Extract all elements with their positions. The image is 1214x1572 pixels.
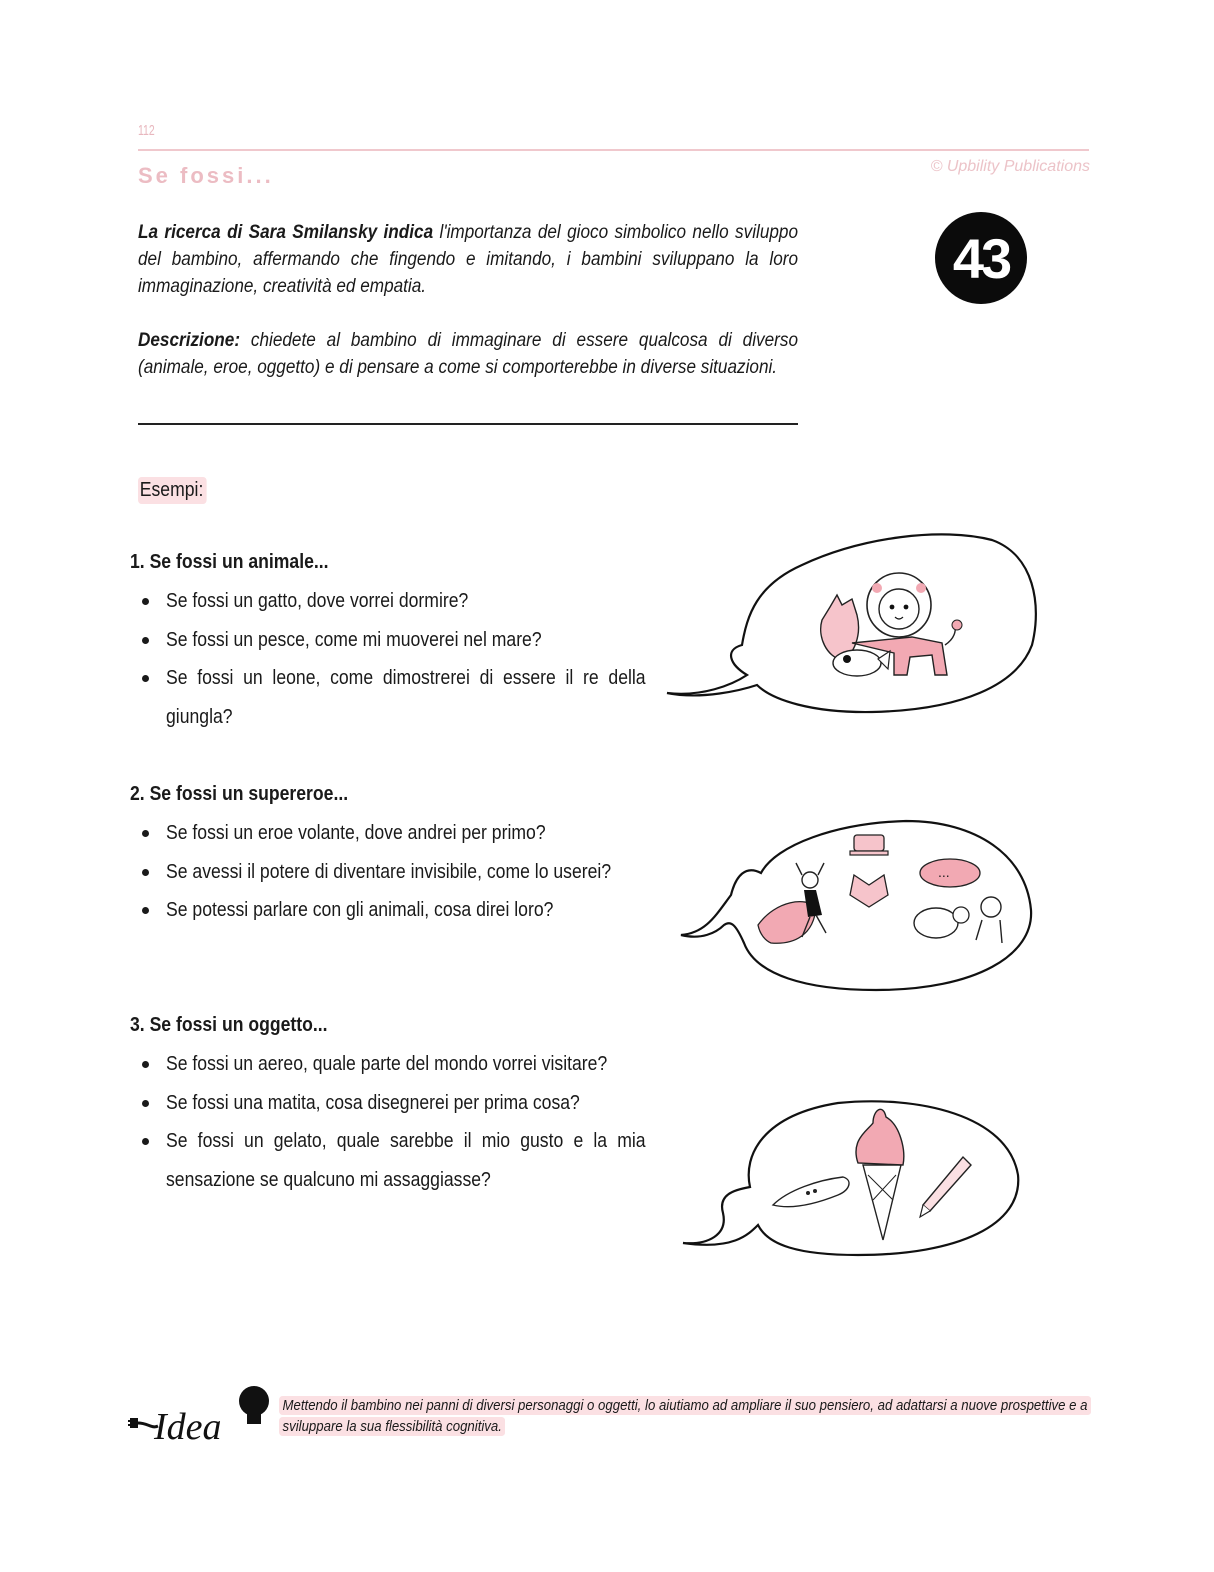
question-list	[130, 1045, 690, 1199]
copyright-notice: © Upbility Publications	[930, 158, 1090, 175]
description-paragraph	[138, 327, 798, 381]
research-body: l'importanza del gioco simbolico nello sviluppo del bambino, affermando che fingendo e imitando, i bambini sviluppano la loro immaginazione, creatività ed empatia.	[138, 221, 798, 297]
section-title: 2. Se fossi un supereroe...	[130, 783, 349, 805]
description-lead: Descrizione:	[138, 329, 241, 351]
activity-number-badge: 43	[935, 212, 1027, 304]
idea-lightbulb-logo	[128, 1384, 273, 1449]
header-rule	[138, 149, 1089, 151]
list-item: Se fossi un eroe volante, dove andrei per primo?	[130, 814, 712, 853]
list-item: Se fossi un aereo, quale parte del mondo vorrei visitare?	[130, 1045, 712, 1084]
question-list	[130, 814, 690, 930]
idea-tip-text: Mettendo il bambino nei panni di diversi personaggi o oggetti, lo aiutiamo ad ampliare il suo pensiero, ad adattarsi a nuove prospettive e a sviluppare la sua flessibilità cognitiva.	[279, 1396, 1091, 1436]
section-title: 1. Se fossi un animale...	[130, 551, 329, 573]
list-item: Se fossi una matita, cosa disegnerei per prima cosa?	[130, 1084, 712, 1123]
list-item: Se avessi il potere di diventare invisibile, come lo userei?	[130, 853, 712, 892]
section-superhero	[130, 783, 690, 930]
list-item: Se fossi un pesce, come mi muoverei nel mare?	[130, 621, 712, 660]
svg-text:...: ...	[938, 864, 950, 880]
animal-speech-bubble-illustration	[662, 525, 1042, 720]
page-title: Se fossi...	[138, 163, 274, 188]
section-animal	[130, 551, 690, 736]
description-body: chiedete al bambino di immaginare di essere qualcosa di diverso (animale, eroe, oggetto) e di pensare a come si comporterebbe in diverse situazioni.	[138, 329, 798, 378]
list-item: Se fossi un leone, come dimostrerei di essere il re della giungla?	[130, 659, 712, 736]
superhero-speech-bubble-illustration	[676, 815, 1041, 995]
list-item: Se fossi un gelato, quale sarebbe il mio gusto e la mia sensazione se qualcuno mi assaggiasse?	[130, 1122, 712, 1199]
intro-text	[138, 219, 798, 408]
page-number: 112	[138, 122, 155, 139]
intro-divider	[138, 423, 798, 425]
research-lead: La ricerca di Sara Smilansky indica	[138, 221, 434, 243]
object-speech-bubble-illustration	[678, 1095, 1028, 1260]
research-paragraph	[138, 219, 798, 300]
section-title: 3. Se fossi un oggetto...	[130, 1014, 328, 1036]
idea-logo-text: Idea	[154, 1406, 222, 1448]
question-list	[130, 582, 690, 736]
section-object	[130, 1014, 690, 1199]
list-item: Se potessi parlare con gli animali, cosa direi loro?	[130, 891, 712, 930]
idea-tip-box	[279, 1395, 1095, 1437]
list-item: Se fossi un gatto, dove vorrei dormire?	[130, 582, 712, 621]
examples-label: Esempi:	[138, 477, 207, 504]
